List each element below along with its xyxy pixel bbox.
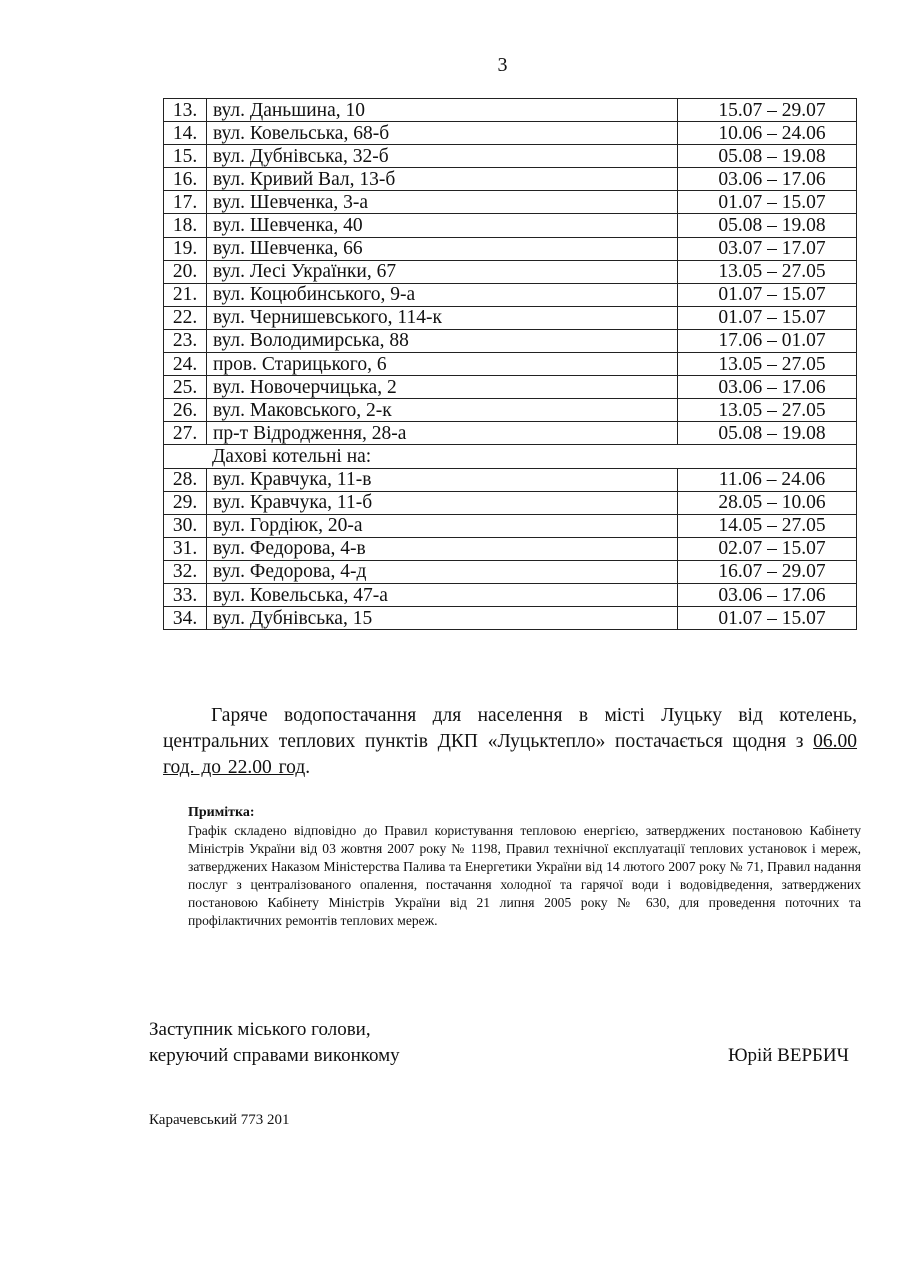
row-dates: 02.07 – 15.07 bbox=[678, 537, 857, 560]
row-address: вул. Чернишевського, 114-к bbox=[207, 306, 678, 329]
row-dates: 05.08 – 19.08 bbox=[678, 422, 857, 445]
row-dates: 01.07 – 15.07 bbox=[678, 607, 857, 630]
table-row bbox=[164, 122, 857, 145]
signature-name: Юрій ВЕРБИЧ bbox=[727, 1045, 849, 1066]
row-dates: 05.08 – 19.08 bbox=[678, 145, 857, 168]
row-dates: 01.07 – 15.07 bbox=[678, 283, 857, 306]
row-number: 24. bbox=[164, 353, 207, 376]
row-number: 16. bbox=[164, 168, 207, 191]
row-number: 20. bbox=[164, 260, 207, 283]
row-number: 21. bbox=[164, 283, 207, 306]
row-address: вул. Дубнівська, 15 bbox=[207, 607, 678, 630]
signature-position-line1: Заступник міського голови, bbox=[149, 1019, 371, 1040]
row-dates: 13.05 – 27.05 bbox=[678, 353, 857, 376]
paragraph-end: . bbox=[305, 757, 311, 778]
row-address: вул. Дубнівська, 32-б bbox=[207, 145, 678, 168]
row-dates: 28.05 – 10.06 bbox=[678, 491, 857, 514]
table-row bbox=[164, 514, 857, 537]
row-address: вул. Коцюбинського, 9-а bbox=[207, 283, 678, 306]
row-address: вул. Володимирська, 88 bbox=[207, 329, 678, 352]
row-address: пр-т Відродження, 28-а bbox=[207, 422, 678, 445]
row-address: вул. Федорова, 4-в bbox=[207, 537, 678, 560]
row-number: 29. bbox=[164, 491, 207, 514]
row-number: 14. bbox=[164, 122, 207, 145]
row-dates: 16.07 – 29.07 bbox=[678, 560, 857, 583]
note-block bbox=[188, 804, 861, 930]
row-dates: 05.08 – 19.08 bbox=[678, 214, 857, 237]
row-address: вул. Лесі Українки, 67 bbox=[207, 260, 678, 283]
row-dates: 03.06 – 17.06 bbox=[678, 583, 857, 606]
table-row bbox=[164, 191, 857, 214]
table-row bbox=[164, 422, 857, 445]
page-number: 3 bbox=[497, 54, 508, 76]
paragraph-text: Гаряче водопостачання для населення в місті Луцьку від котелень, центральних теплових пунктів ДКП «Луцьктепло» постачається щодня з bbox=[163, 705, 857, 752]
row-address: вул. Шевченка, 66 bbox=[207, 237, 678, 260]
section-row-group bbox=[164, 445, 857, 468]
table-row bbox=[164, 145, 857, 168]
row-dates: 01.07 – 15.07 bbox=[678, 191, 857, 214]
row-number: 15. bbox=[164, 145, 207, 168]
row-address: вул. Федорова, 4-д bbox=[207, 560, 678, 583]
row-address: вул. Новочерчицька, 2 bbox=[207, 376, 678, 399]
table-row bbox=[164, 468, 857, 491]
row-number: 30. bbox=[164, 514, 207, 537]
row-address: вул. Кравчука, 11-в bbox=[207, 468, 678, 491]
table-row bbox=[164, 99, 857, 122]
hours-underlined: 06.00 год. до 22.00 год bbox=[163, 731, 857, 778]
schedule-table bbox=[163, 98, 857, 630]
row-number: 27. bbox=[164, 422, 207, 445]
row-dates: 10.06 – 24.06 bbox=[678, 122, 857, 145]
table-row bbox=[164, 491, 857, 514]
note-body: Графік складено відповідно до Правил користування тепловою енергією, затверджених постановою Кабінету Міністрів України від 03 жовтня 2007 року № 1198, Правил технічної експлуатації теплових установок і мереж, затверджених Наказом Міністерства Палива та Енергетики України від 14 лютого 2007 року № 71, Правил надання послуг з централізованого опалення, постачання холодної та гарячої води і водовідведення, затверджених постановою Кабінету Міністрів України від 21 липня 2005 року № 630, для проведення поточних та профілактичних ремонтів теплових мереж. bbox=[188, 823, 861, 928]
row-number: 32. bbox=[164, 560, 207, 583]
row-number: 22. bbox=[164, 306, 207, 329]
row-dates: 14.05 – 27.05 bbox=[678, 514, 857, 537]
row-address: вул. Даньшина, 10 bbox=[207, 99, 678, 122]
row-number: 25. bbox=[164, 376, 207, 399]
row-number: 19. bbox=[164, 237, 207, 260]
row-dates: 17.06 – 01.07 bbox=[678, 329, 857, 352]
contact-line: Карачевський 773 201 bbox=[149, 1112, 290, 1128]
row-address: пров. Старицького, 6 bbox=[207, 353, 678, 376]
row-dates: 13.05 – 27.05 bbox=[678, 399, 857, 422]
hot-water-paragraph bbox=[163, 703, 857, 781]
table-row bbox=[164, 260, 857, 283]
table-row bbox=[164, 399, 857, 422]
table-row bbox=[164, 168, 857, 191]
section-row bbox=[164, 445, 857, 468]
row-number: 13. bbox=[164, 99, 207, 122]
row-address: вул. Ковельська, 47-а bbox=[207, 583, 678, 606]
table-row bbox=[164, 376, 857, 399]
row-number: 31. bbox=[164, 537, 207, 560]
section-label: Дахові котельні на: bbox=[164, 445, 857, 468]
row-dates: 11.06 – 24.06 bbox=[678, 468, 857, 491]
table-row bbox=[164, 560, 857, 583]
schedule-table-body-top bbox=[164, 99, 857, 445]
table-row bbox=[164, 607, 857, 630]
row-address: вул. Шевченка, 40 bbox=[207, 214, 678, 237]
row-address: вул. Ковельська, 68-б bbox=[207, 122, 678, 145]
row-dates: 03.06 – 17.06 bbox=[678, 168, 857, 191]
row-number: 23. bbox=[164, 329, 207, 352]
row-number: 18. bbox=[164, 214, 207, 237]
row-number: 28. bbox=[164, 468, 207, 491]
row-dates: 15.07 – 29.07 bbox=[678, 99, 857, 122]
row-dates: 13.05 – 27.05 bbox=[678, 260, 857, 283]
signature-block bbox=[149, 1017, 849, 1069]
table-row bbox=[164, 237, 857, 260]
row-address: вул. Кривий Вал, 13-б bbox=[207, 168, 678, 191]
table-row bbox=[164, 214, 857, 237]
schedule-table-body-bottom bbox=[164, 468, 857, 630]
row-address: вул. Шевченка, 3-а bbox=[207, 191, 678, 214]
table-row bbox=[164, 306, 857, 329]
row-address: вул. Кравчука, 11-б bbox=[207, 491, 678, 514]
table-row bbox=[164, 283, 857, 306]
row-dates: 03.07 – 17.07 bbox=[678, 237, 857, 260]
row-number: 17. bbox=[164, 191, 207, 214]
note-title: Примітка: bbox=[188, 805, 255, 820]
row-dates: 01.07 – 15.07 bbox=[678, 306, 857, 329]
table-row bbox=[164, 353, 857, 376]
row-dates: 03.06 – 17.06 bbox=[678, 376, 857, 399]
row-number: 33. bbox=[164, 583, 207, 606]
table-row bbox=[164, 583, 857, 606]
table-row bbox=[164, 329, 857, 352]
row-address: вул. Гордіюк, 20-а bbox=[207, 514, 678, 537]
table-row bbox=[164, 537, 857, 560]
signature-position-line2: керуючий справами виконкому bbox=[149, 1045, 400, 1066]
row-number: 26. bbox=[164, 399, 207, 422]
row-number: 34. bbox=[164, 607, 207, 630]
row-address: вул. Маковського, 2-к bbox=[207, 399, 678, 422]
